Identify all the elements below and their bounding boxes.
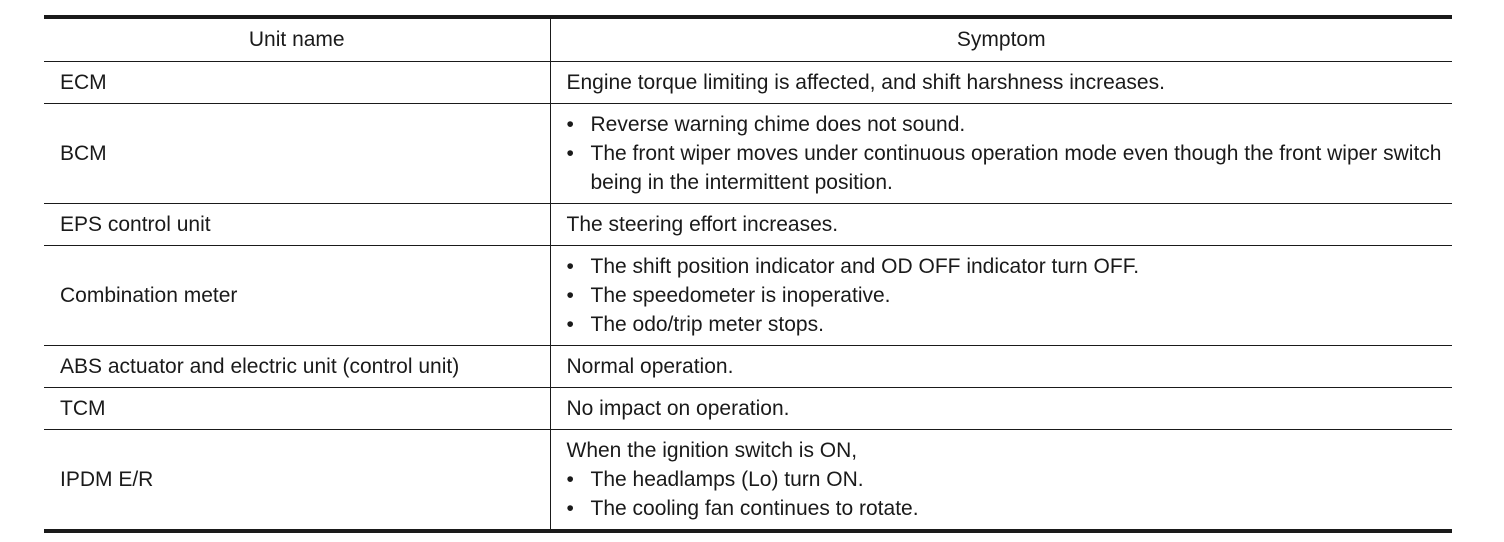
symptom-cell — [550, 388, 1452, 430]
unit-name-cell: BCM — [44, 104, 550, 204]
symptom-bullet-item: • The speedometer is inoperative. — [567, 281, 1453, 310]
symptom-table — [44, 15, 1452, 533]
table-row — [44, 430, 1452, 532]
header-symptom: Symptom — [550, 17, 1452, 62]
table-row — [44, 388, 1452, 430]
unit-name-cell: IPDM E/R — [44, 430, 550, 532]
symptom-cell — [550, 62, 1452, 104]
symptom-bullet-list — [567, 252, 1453, 339]
unit-name-cell: ECM — [44, 62, 550, 104]
table-header — [44, 17, 1452, 62]
symptom-cell — [550, 346, 1452, 388]
symptom-bullet-item: • The shift position indicator and OD OFF indicator turn OFF. — [567, 252, 1453, 281]
symptom-bullet-item: • The front wiper moves under continuous operation mode even though the front wiper switch being in the intermittent position. — [567, 139, 1453, 197]
symptom-text: When the ignition switch is ON, — [566, 439, 858, 462]
symptom-text: No impact on operation. — [566, 397, 790, 420]
unit-name-cell: ABS actuator and electric unit (control unit) — [44, 346, 550, 388]
symptom-bullet-item: • The odo/trip meter stops. — [567, 310, 1453, 339]
header-unit-name: Unit name — [44, 17, 550, 62]
symptom-cell — [550, 204, 1452, 246]
unit-name-cell: TCM — [44, 388, 550, 430]
table-row — [44, 204, 1452, 246]
symptom-bullet-item: • The cooling fan continues to rotate. — [567, 494, 1453, 523]
table-row — [44, 246, 1452, 346]
symptom-text: Engine torque limiting is affected, and shift harshness increases. — [566, 71, 1165, 94]
table-row — [44, 62, 1452, 104]
header-row — [44, 17, 1452, 62]
symptom-bullet-list — [567, 110, 1453, 197]
table-row — [44, 346, 1452, 388]
symptom-bullet-item: • Reverse warning chime does not sound. — [567, 110, 1453, 139]
symptom-bullet-item: • The headlamps (Lo) turn ON. — [567, 465, 1453, 494]
symptom-text: Normal operation. — [566, 355, 734, 378]
unit-name-cell: EPS control unit — [44, 204, 550, 246]
symptom-bullet-list — [567, 465, 1453, 523]
table-body — [44, 62, 1452, 532]
unit-name-cell: Combination meter — [44, 246, 550, 346]
symptom-cell — [550, 104, 1452, 204]
symptom-text: The steering effort increases. — [566, 213, 839, 236]
symptom-cell — [550, 246, 1452, 346]
symptom-cell — [550, 430, 1452, 532]
table-row — [44, 104, 1452, 204]
